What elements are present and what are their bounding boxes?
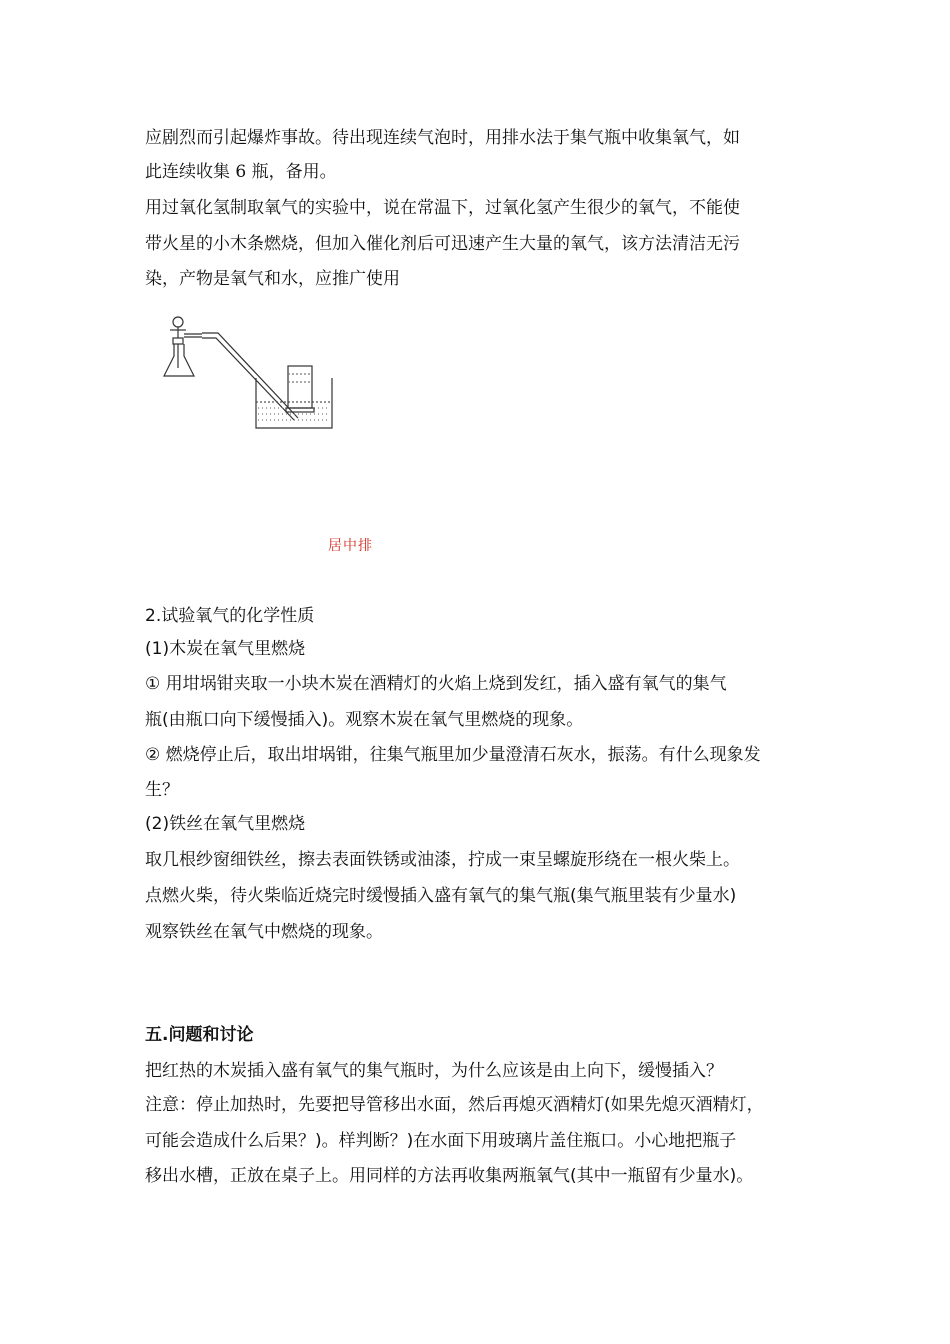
section5-question: 把红热的木炭插入盛有氧气的集气瓶时，为什么应该是由上向下，缓慢插入？ [145,1061,723,1081]
section5-heading: 五.问题和讨论 [145,1025,254,1045]
section5-note-line-1: 注意：停止加热时，先要把导管移出水面，然后再熄灭酒精灯(如果先熄灭酒精灯， [145,1095,764,1115]
section5-note-line-3: 移出水槽，正放在桌子上。用同样的方法再收集两瓶氧气(其中一瓶留有少量水)。 [145,1166,754,1186]
paragraph2-line-2: 带火星的小木条燃烧，但加入催化剂后可迅速产生大量的氧气，该方法清洁无污 [145,234,740,254]
section2-sub1-line-3: ② 燃烧停止后，取出坩埚钳，往集气瓶里加少量澄清石灰水，振荡。有什么现象发 [145,745,761,765]
section2-sub1-line-4: 生？ [145,780,179,800]
section2-sub1-heading: (1)木炭在氧气里燃烧 [145,639,306,659]
paragraph1-line-1: 应剧烈而引起爆炸事故。待出现连续气泡时，用排水法于集气瓶中收集氧气，如 [145,128,740,148]
section2-sub2-line-1: 取几根纱窗细铁丝，擦去表面铁锈或油漆，拧成一束呈螺旋形绕在一根火柴上。 [145,850,740,870]
section2-sub2-line-2: 点燃火柴，待火柴临近烧完时缓慢插入盛有氧气的集气瓶(集气瓶里装有少量水) [145,886,737,906]
section2-sub2-line-3: 观察铁丝在氧气中燃烧的现象。 [145,922,383,942]
paragraph2-line-3: 染，产物是氧气和水，应推广使用 [145,269,400,289]
paragraph1-line-2: 此连续收集 6 瓶，备用。 [145,162,337,182]
section5-note-line-2: 可能会造成什么后果？)。样判断？)在水面下用玻璃片盖住瓶口。小心地把瓶子 [145,1131,737,1151]
oxygen-generation-apparatus-icon [160,308,340,433]
section2-sub1-line-1: ① 用坩埚钳夹取一小块木炭在酒精灯的火焰上烧到发红，插入盛有氧气的集气 [145,674,727,694]
section2-sub1-line-2: 瓶(由瓶口向下缓慢插入)。观察木炭在氧气里燃烧的现象。 [145,710,584,730]
paragraph2-line-1: 用过氧化氢制取氧气的实验中，说在常温下，过氧化氢产生很少的氧气，不能使 [145,198,740,218]
section2-heading: 2.试验氧气的化学性质 [145,606,315,626]
section2-sub2-heading: (2)铁丝在氧气里燃烧 [145,814,306,834]
figure-caption: 居中排 [328,538,373,554]
